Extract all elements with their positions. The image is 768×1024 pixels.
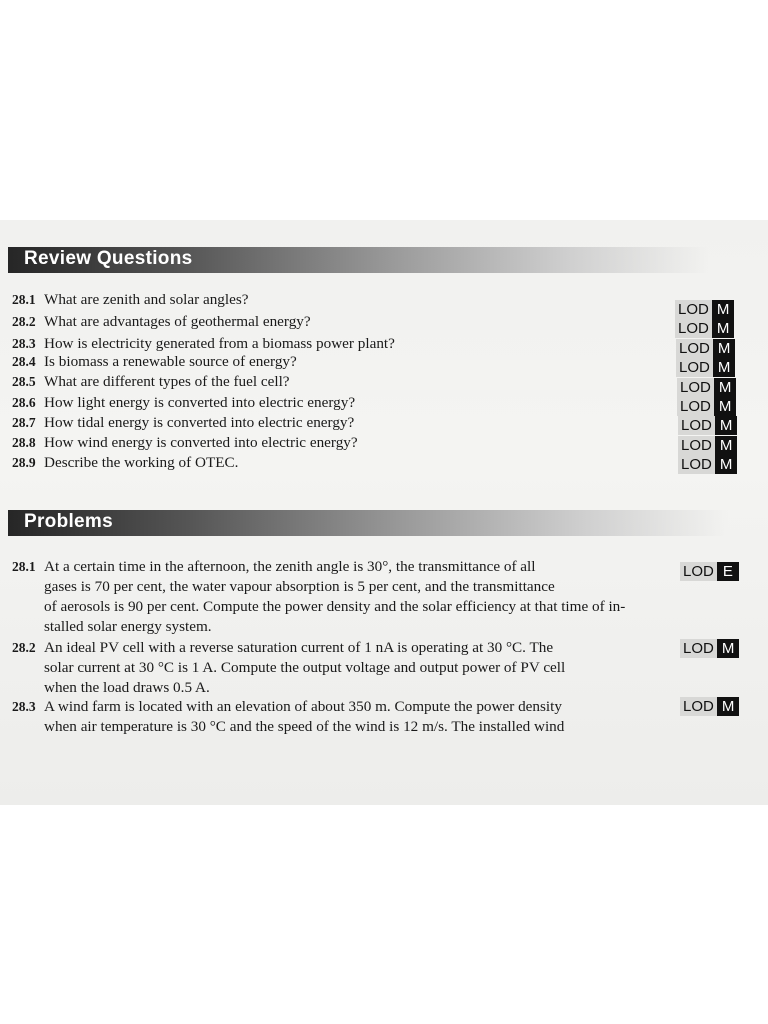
lod-label: LOD	[678, 436, 715, 455]
lod-level: E	[717, 562, 739, 581]
review-question	[12, 393, 752, 413]
lod-badge	[676, 339, 735, 358]
lod-label: LOD	[680, 562, 717, 581]
problems-heading: Problems	[24, 511, 113, 532]
lod-level: M	[714, 397, 737, 416]
question-text: How is electricity generated from a biomass power plant?	[44, 335, 395, 352]
problem-text	[44, 638, 674, 698]
question-number: 28.3	[12, 336, 36, 351]
question-text: What are advantages of geothermal energy?	[44, 313, 311, 330]
lod-level: M	[717, 639, 740, 658]
lod-label: LOD	[675, 300, 712, 319]
question-text: Is biomass a renewable source of energy?	[44, 353, 297, 370]
problem-line: when air temperature is 30 °C and the speed of the wind is 12 m/s. The installed wind	[44, 718, 565, 735]
question-number: 28.2	[12, 314, 36, 329]
problem-text	[44, 697, 674, 737]
lod-badge	[677, 397, 736, 416]
lod-level: M	[715, 436, 738, 455]
review-questions-heading: Review Questions	[24, 248, 193, 269]
lod-label: LOD	[676, 358, 713, 377]
question-number: 28.5	[12, 374, 36, 389]
problem-number: 28.3	[12, 699, 36, 714]
question-number: 28.8	[12, 435, 36, 450]
review-question	[12, 372, 752, 392]
lod-badge	[678, 455, 737, 474]
question-text: What are different types of the fuel cell?	[44, 373, 290, 390]
question-text: Describe the working of OTEC.	[44, 454, 239, 471]
problem-text	[44, 557, 674, 637]
lod-badge	[680, 562, 739, 581]
problem-line: An ideal PV cell with a reverse saturation current of 1 nA is operating at 30 °C. The	[44, 639, 554, 656]
lod-level: M	[717, 697, 740, 716]
lod-badge	[680, 697, 739, 716]
question-text: How light energy is converted into electric energy?	[44, 394, 356, 411]
problem-line: A wind farm is located with an elevation of about 350 m. Compute the power density	[44, 698, 562, 715]
lod-level: M	[714, 378, 737, 397]
lod-label: LOD	[678, 455, 715, 474]
lod-badge	[676, 358, 735, 377]
question-text: What are zenith and solar angles?	[44, 291, 249, 308]
question-text: How tidal energy is converted into electric energy?	[44, 414, 355, 431]
lod-badge	[675, 319, 734, 338]
review-question	[12, 312, 752, 332]
problem-line: when the load draws 0.5 A.	[44, 679, 210, 696]
review-question	[12, 433, 752, 453]
lod-level: M	[715, 455, 738, 474]
question-number: 28.9	[12, 455, 36, 470]
question-number: 28.1	[12, 292, 36, 307]
review-question	[12, 352, 752, 372]
lod-badge	[680, 639, 739, 658]
problem-line: At a certain time in the afternoon, the zenith angle is 30°, the transmittance of all	[44, 558, 536, 575]
problem-line: solar current at 30 °C is 1 A. Compute the output voltage and output power of PV cell	[44, 659, 566, 676]
problem-number: 28.1	[12, 559, 36, 574]
question-number: 28.7	[12, 415, 36, 430]
lod-label: LOD	[675, 319, 712, 338]
lod-badge	[678, 416, 737, 435]
lod-label: LOD	[680, 697, 717, 716]
lod-level: M	[715, 416, 738, 435]
review-question	[12, 290, 752, 310]
question-number: 28.4	[12, 354, 36, 369]
lod-level: M	[713, 358, 736, 377]
problem-line: stalled solar energy system.	[44, 618, 212, 635]
lod-level: M	[713, 339, 736, 358]
question-text: How wind energy is converted into electric energy?	[44, 434, 358, 451]
lod-label: LOD	[677, 378, 714, 397]
lod-badge	[675, 300, 734, 319]
lod-badge	[677, 378, 736, 397]
review-question	[12, 453, 752, 473]
lod-level: M	[712, 319, 735, 338]
lod-label: LOD	[676, 339, 713, 358]
lod-badge	[678, 436, 737, 455]
review-question	[12, 413, 752, 433]
review-question	[12, 334, 752, 354]
review-questions-band	[8, 247, 708, 273]
lod-label: LOD	[678, 416, 715, 435]
lod-level: M	[712, 300, 735, 319]
lod-label: LOD	[680, 639, 717, 658]
problems-band	[8, 510, 728, 536]
problem-line: of aerosols is 90 per cent. Compute the power density and the solar efficiency at that time of in-	[44, 598, 626, 615]
problem-number: 28.2	[12, 640, 36, 655]
question-number: 28.6	[12, 395, 36, 410]
lod-label: LOD	[677, 397, 714, 416]
problem-line: gases is 70 per cent, the water vapour absorption is 5 per cent, and the transmittance	[44, 578, 555, 595]
